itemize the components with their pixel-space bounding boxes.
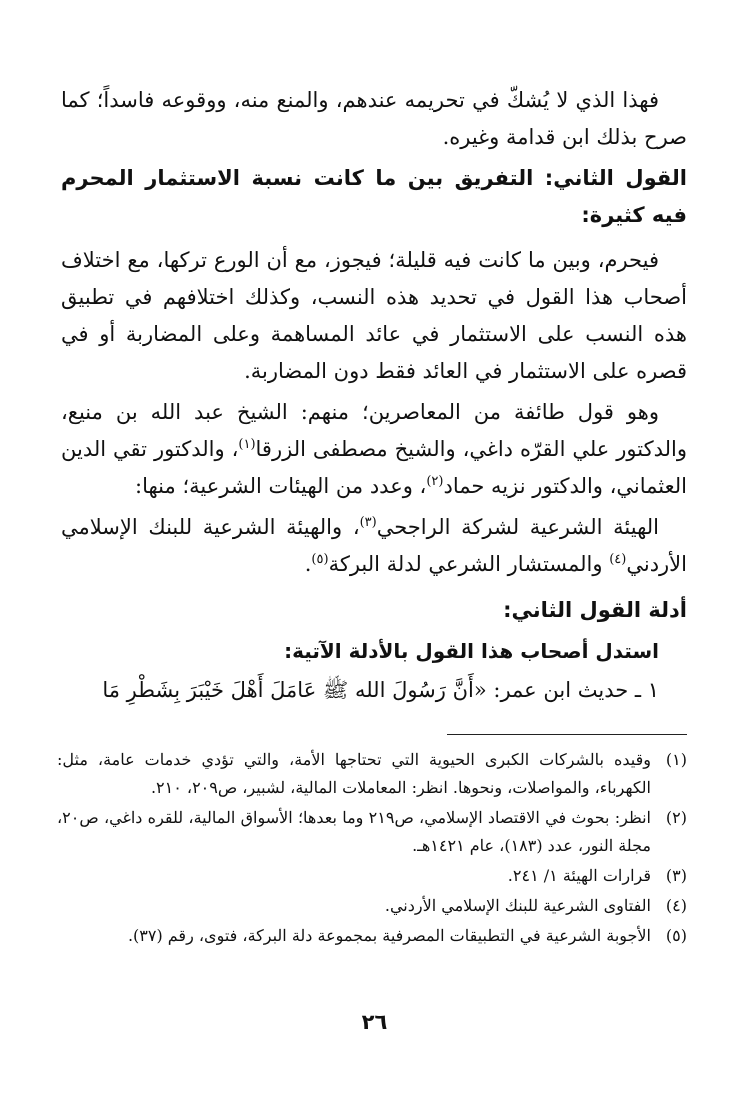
evidence-intro: حديث ابن عمر: <box>486 678 629 702</box>
institutions-text-1: الهيئة الشرعية لشركة الراجحي <box>376 515 659 539</box>
institutions-text-3: والمستشار الشرعي لدلة البركة <box>328 552 610 576</box>
footnote-text: قرارات الهيئة ١/ ٢٤١. <box>507 866 651 885</box>
footnote-text: الأجوبة الشرعية في التطبيقات المصرفية بمجموعة دلة البركة، فتوى، رقم (٣٧). <box>127 926 651 945</box>
proponents-text-1: وهو قول طائفة من المعاصرين؛ منهم: الشيخ عبد الله بن منيع، والدكتور علي القرّه داغي، والشيخ مصطفى الزرقا <box>61 400 687 461</box>
footnote-ref-4: (٤) <box>609 552 627 567</box>
paragraph-institutions <box>61 509 687 583</box>
footnote-item <box>57 804 687 860</box>
footnote-number: (٥) <box>665 926 687 945</box>
subheading-evidence: استدل أصحاب هذا القول بالأدلة الآتية: <box>284 639 659 663</box>
paragraph-proponents <box>61 394 687 505</box>
footnote-ref-5: (٥) <box>311 552 329 567</box>
footnote-ref-3: (٣) <box>359 515 377 530</box>
footnote-ref-1: (١) <box>238 437 256 452</box>
footnote-divider <box>447 734 687 735</box>
hadith-quote: «أَنَّ رَسُولَ الله ﷺ عَامَلَ أَهْلَ خَيْبَرَ بِشَطْرِ مَا <box>102 678 487 702</box>
page-number: ٢٦ <box>361 1010 388 1034</box>
institutions-text-2: ، والهيئة الشرعية للبنك الإسلامي الأردني <box>61 515 687 576</box>
paragraph-opening: فهذا الذي لا يُشكّ في تحريمه عندهم، والمنع منه، ووقوعه فاسداً؛ كما صرح بذلك ابن قدامة وغيره. <box>61 88 687 149</box>
footnote-item <box>57 892 687 920</box>
heading-evidence: أدلة القول الثاني: <box>503 598 687 622</box>
heading-second-opinion: القول الثاني: التفريق بين ما كانت نسبة الاستثمار المحرم فيه كثيرة: <box>61 166 687 227</box>
footnote-item <box>57 746 687 802</box>
evidence-item-1 <box>61 672 687 709</box>
footnote-text: وقيده بالشركات الكبرى الحيوية التي تحتاجها الأمة، والتي تؤدي خدمات عامة، مثل: الكهرباء، والمواصلات، ونحوها. انظر: المعاملات المالية، لشبير، ص٢٠٩، ٢١٠. <box>57 750 651 797</box>
evidence-number: ١ ـ <box>634 678 659 702</box>
footnote-item <box>57 862 687 890</box>
footnote-number: (٤) <box>665 896 687 915</box>
footnote-number: (٣) <box>665 866 687 885</box>
proponents-text-3: ، وعدد من الهيئات الشرعية؛ منها: <box>135 474 427 498</box>
footnote-ref-2: (٢) <box>426 474 444 489</box>
footnote-item <box>57 922 687 950</box>
paragraph-second-opinion-detail: فيحرم، وبين ما كانت فيه قليلة؛ فيجوز، مع أن الورع تركها، مع اختلاف أصحاب هذا القول في تحديد هذه النسب، وكذلك اختلافهم في تطبيق هذه النسب على الاستثمار في عائد المساهمة وعلى المضاربة أو في قصره على الاستثمار في العائد فقط دون المضاربة. <box>61 248 687 383</box>
proponents-text-2: ، والدكتور تقي الدين العثماني، والدكتور نزيه حماد <box>61 437 687 498</box>
footnote-number: (١) <box>665 750 687 769</box>
footnote-text: الفتاوى الشرعية للبنك الإسلامي الأردني. <box>384 896 651 915</box>
footnote-text: انظر: بحوث في الاقتصاد الإسلامي، ص٢١٩ وما بعدها؛ الأسواق المالية، للقره داغي، ص٢٠، مجلة النور، عدد (١٨٣)، عام ١٤٢١هـ. <box>57 808 651 855</box>
footnotes-section <box>57 746 687 952</box>
footnote-number: (٢) <box>665 808 687 827</box>
institutions-text-4: . <box>304 552 312 576</box>
